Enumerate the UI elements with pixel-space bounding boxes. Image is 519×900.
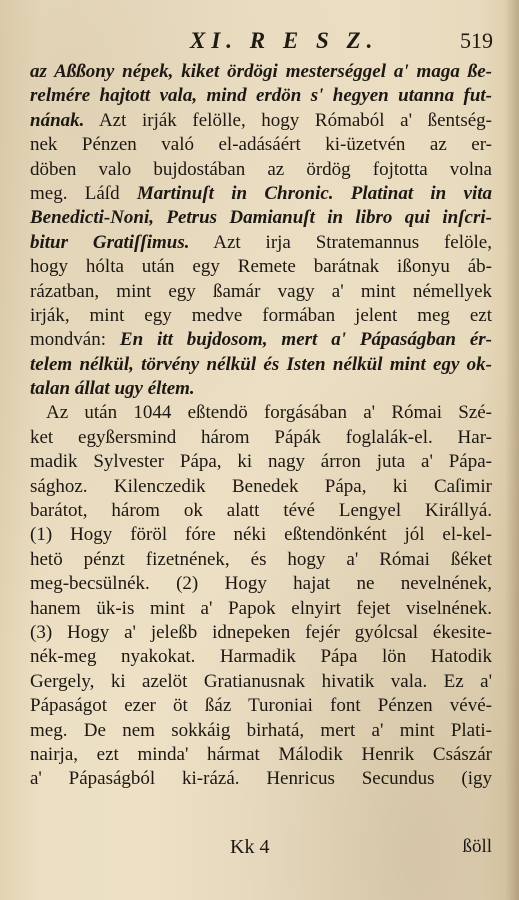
- text-line: [30, 450, 492, 474]
- text-segment: nék-meg nyakokat. Harmadik Pápa lön Hatodik: [30, 646, 492, 668]
- text-segment: sághoz. Kilenczedik Benedek Pápa, ki Caſimir: [30, 475, 492, 497]
- text-line: [30, 719, 492, 743]
- text-line: [30, 206, 492, 230]
- text-segment: nek Pénzen való el-adásáért ki-üzetvén az er-: [30, 134, 492, 156]
- italic-text-segment: Benedicti-Noni, Petrus Damianuſt in libro qui inſcri-: [30, 207, 492, 229]
- text-segment: (3) Hogy a' jeleßb idnepeken fejér gyólcsal ékesite-: [30, 621, 492, 643]
- page-number: 519: [460, 28, 493, 53]
- text-segment: rázatban, mint egy ßamár vagy a' mint némellyek: [30, 280, 492, 302]
- italic-text-segment: Martinuſt in Chronic. Platinat in vita: [136, 182, 493, 204]
- text-line: [30, 597, 492, 621]
- text-line: [30, 426, 492, 450]
- italic-text-segment: talan állat ugy éltem.: [30, 378, 195, 400]
- catchword: ßöll: [462, 836, 492, 857]
- page-footer: [30, 836, 492, 862]
- italic-text-segment: telem nélkül, törvény nélkül és Isten nélkül mint egy ok-: [30, 353, 492, 375]
- text-line: [30, 743, 492, 767]
- text-line: [30, 84, 492, 108]
- text-line: [30, 523, 492, 547]
- body-text: [30, 60, 492, 792]
- text-segment: irják, mint egy medve formában jelent meg ezt: [30, 304, 492, 326]
- text-line: [30, 499, 492, 523]
- text-segment: hogy hólta után egy Remete barátnak ißonyu áb-: [30, 256, 492, 278]
- text-line: [30, 621, 492, 645]
- text-segment: hanem ük-is mint a' Papok elnyirt fejet viselnének.: [30, 597, 492, 619]
- text-line: [30, 767, 492, 791]
- text-line: [30, 670, 492, 694]
- text-line: [30, 475, 492, 499]
- text-segment: meg. Láſd: [30, 182, 137, 204]
- text-line: [30, 548, 492, 572]
- text-line: [30, 133, 492, 157]
- text-line: [30, 572, 492, 596]
- text-line: [30, 328, 492, 352]
- text-segment: nairja, ezt minda' hármat Málodik Henrik Császár: [30, 743, 492, 765]
- text-segment: ket egyßersmind három Pápák foglalák-el. Har-: [30, 426, 492, 448]
- page-edge-shadow: [505, 0, 519, 900]
- text-segment: barátot, három ok alatt tévé Lengyel Királlyá.: [30, 500, 492, 522]
- text-line: [30, 645, 492, 669]
- text-segment: Azt irják felölle, hogy Rómaból a' ßentség-: [84, 109, 492, 131]
- signature-mark: Kk 4: [230, 836, 270, 858]
- text-segment: Pápaságot ezer öt ßáz Turoniai font Pénzen vévé-: [30, 695, 492, 717]
- text-line: [30, 377, 492, 401]
- page-header: [0, 28, 519, 62]
- text-line: [30, 60, 492, 84]
- text-segment: hetö pénzt fizetnének, és hogy a' Római ßéket: [30, 548, 492, 570]
- italic-text-segment: En itt bujdosom, mert a' Pápaságban ér-: [119, 329, 492, 351]
- text-line: [30, 109, 492, 133]
- italic-text-segment: nának.: [30, 109, 85, 131]
- italic-text-segment: bitur Gratiſſimus.: [30, 231, 190, 253]
- running-head: XI. R E S Z.: [190, 28, 379, 53]
- italic-text-segment: az Aßßony népek, kiket ördögi mesterséggel a' maga ße-: [30, 61, 492, 82]
- text-line: [30, 280, 492, 304]
- text-line: [30, 304, 492, 328]
- text-segment: döben valo bujdostában az ördög fojtotta volna: [30, 158, 492, 180]
- text-segment: madik Sylvester Pápa, ki nagy árron juta a' Pápa-: [30, 451, 492, 473]
- text-line: [30, 255, 492, 279]
- text-segment: Gergely, ki azelöt Gratianusnak hivatik vala. Ez a': [30, 670, 492, 692]
- text-segment: meg-becsülnék. (2) Hogy hajat ne nevelnének,: [30, 573, 492, 595]
- text-line: [30, 401, 492, 425]
- italic-text-segment: relmére hajtott vala, mind erdön s' hegyen utanna fut-: [30, 85, 492, 107]
- text-line: [30, 694, 492, 718]
- text-segment: meg. De nem sokkáig birhatá, mert a' mint Plati-: [30, 719, 492, 741]
- text-segment: Azt irja Stratemannus felöle,: [189, 231, 492, 253]
- text-line: [30, 231, 492, 255]
- text-line: [30, 353, 492, 377]
- text-line: [30, 158, 492, 182]
- text-segment: Az után 1044 eßtendö forgásában a' Római Szé-: [46, 402, 492, 424]
- text-line: [30, 182, 492, 206]
- text-segment: a' Pápaságból ki-rázá. Henricus Secundus (igy: [30, 768, 492, 790]
- text-segment: mondván:: [30, 329, 120, 351]
- text-segment: (1) Hogy föröl fóre néki eßtendönként jól el-kel-: [30, 524, 492, 546]
